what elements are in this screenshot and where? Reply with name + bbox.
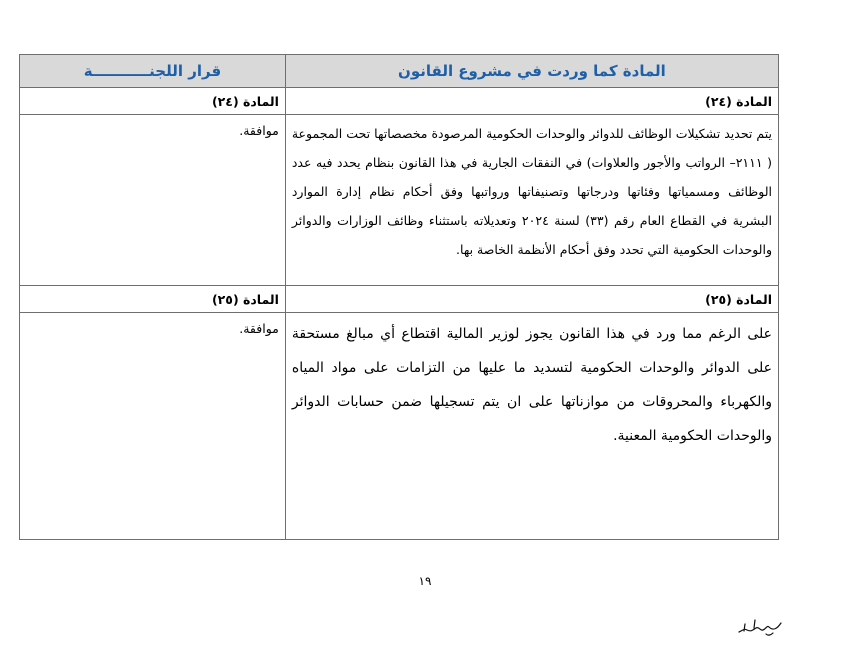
handwritten-signature — [733, 615, 785, 641]
decision-25-label: المادة (٢٥) — [20, 286, 286, 313]
article-25-text: على الرغم مما ورد في هذا القانون يجوز لوزير المالية اقتطاع أي مبالغ مستحقة على الدوائر والوحدات الحكومية لتسديد ما عليها من التزامات على مواد المياه والكهرباء والمحروقات من موازناتها على ان يتم تسجيلها ضمن حسابات الدوائر والوحدات الحكومية المعنية. — [291, 326, 772, 444]
header-article-column: المادة كما وردت في مشروع القانون — [285, 55, 778, 88]
header-decision-column: قرار اللجنـــــــــــة — [20, 55, 286, 88]
decision-25-cell — [20, 313, 286, 540]
article-24-body-row — [20, 115, 779, 286]
article-24-text: يتم تحديد تشكيلات الوظائف للدوائر والوحدات الحكومية المرصودة مخصصاتها تحت المجموعة ( ٢١١١– الرواتب والأجور والعلاوات) في النفقات الجارية في هذا القانون بنظام يحدد فيه عدد الوظائف ومسمياتها وفئاتها ودرجاتها وتصنيفاتها ورواتبها وفق أحكام نظام إدارة الموارد البشرية في القطاع العام رقم (٣٣) لسنة ٢٠٢٤ وتعديلاته باستثناء وظائف الوزارات والدوائر والوحدات الحكومية التي تحدد وفق أحكام الأنظمة الخاصة بها. — [291, 126, 772, 257]
article-24-label: المادة (٢٤) — [285, 88, 778, 115]
decision-25-text: موافقة. — [239, 321, 279, 336]
decision-24-text: موافقة. — [239, 123, 279, 138]
decision-24-label: المادة (٢٤) — [20, 88, 286, 115]
article-25-label-row — [20, 286, 779, 313]
article-25-cell — [285, 313, 778, 540]
committee-table — [19, 54, 779, 540]
article-24-cell — [285, 115, 778, 286]
article-25-body-row — [20, 313, 779, 540]
table-header-row — [20, 55, 779, 88]
article-25-label: المادة (٢٥) — [285, 286, 778, 313]
article-24-label-row — [20, 88, 779, 115]
decision-24-cell — [20, 115, 286, 286]
page-number: ١٩ — [418, 574, 432, 588]
